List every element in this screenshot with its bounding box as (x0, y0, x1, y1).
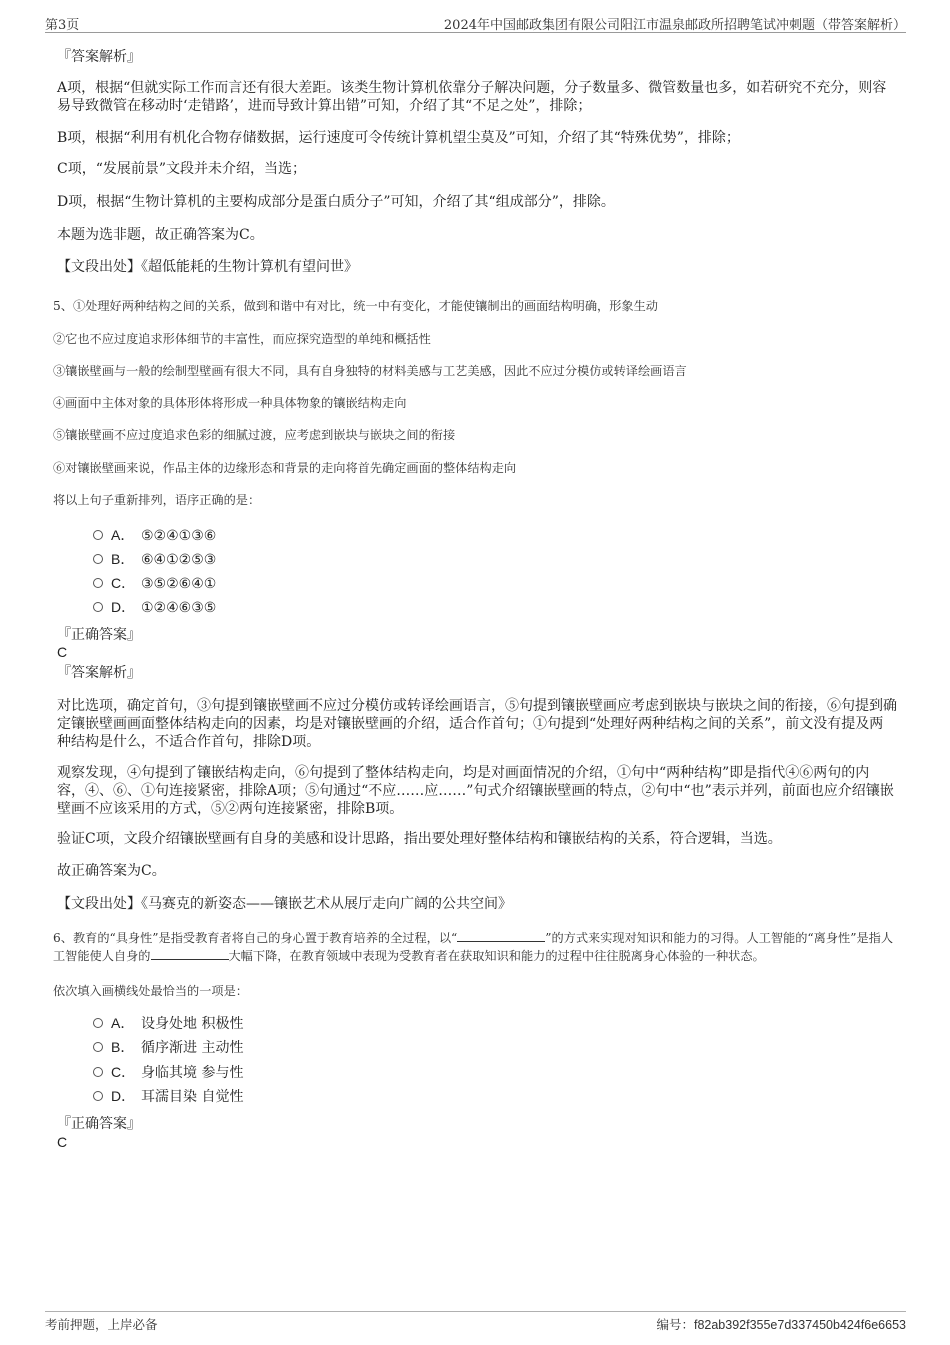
q5-analysis-p2: 观察发现，④句提到了镶嵌结构走向，⑥句提到了整体结构走向，均是对画面情况的介绍，①句中“两种结构”即是指代④⑥两句的内容，④、⑥、①句连接紧密，排除A项；⑤句通过“不应……应……”句式介绍镶嵌壁画的特点，②句中“也”表示并列，前面也应介绍镶嵌壁画不应该采用的方式，⑤②两句连接紧密，排除B项。 (57, 765, 894, 817)
footer-code: 编号：f82ab392f355e7d337450b424f6e6653 (656, 1318, 906, 1332)
radio-icon[interactable] (93, 1018, 103, 1028)
q5-option-b[interactable]: B． ⑥④①②⑤③ (93, 550, 216, 569)
q5-analysis-label: 『答案解析』 (57, 665, 141, 681)
fill-blank-2[interactable] (151, 947, 229, 960)
q6-answer: C (57, 1134, 68, 1150)
q6-answer-label: 『正确答案』 (57, 1116, 141, 1132)
q5-answer: C (57, 644, 68, 660)
radio-icon[interactable] (93, 1091, 103, 1101)
q5-sentence-5: ⑤镶嵌壁画不应过度追求色彩的细腻过渡，应考虑到嵌块与嵌块之间的衔接 (53, 428, 456, 442)
q5-sentence-4: ④画面中主体对象的具体形体将形成一种具体物象的镶嵌结构走向 (53, 396, 407, 410)
q5-analysis-p1: 对比选项，确定首句，③句提到镶嵌壁画不应过分模仿或转译绘画语言，⑤句提到镶嵌壁画应考虑到嵌块与嵌块之间的衔接，⑥句提到确定镶嵌壁画画面整体结构走向的因素，均是对镶嵌壁画的介绍，适合作首句；①句提到“处理好两种结构之间的关系”，前文没有提及两种结构是什么，不适合作首句，排除D项。 (57, 698, 897, 750)
q5-sentence-6: ⑥对镶嵌壁画来说，作品主体的边缘形态和背景的走向将首先确定画面的整体结构走向 (53, 461, 517, 475)
q5-sentence-1: 5、①处理好两种结构之间的关系，做到和谐中有对比，统一中有变化，才能使镶制出的画面结构明确，形象生动 (53, 299, 658, 313)
q6-prompt: 依次填入画横线处最恰当的一项是： (53, 984, 248, 998)
q4-analysis-label: 『答案解析』 (57, 49, 141, 65)
radio-icon[interactable] (93, 530, 103, 540)
radio-icon[interactable] (93, 578, 103, 588)
q5-option-d[interactable]: D． ①②④⑥③⑤ (93, 598, 216, 617)
q6-option-d[interactable]: D． 耳濡目染 自觉性 (93, 1087, 243, 1106)
q4-source: 【文段出处】《超低能耗的生物计算机有望问世》 (57, 259, 358, 275)
page-footer (45, 1311, 906, 1332)
q6-option-c[interactable]: C． 身临其境 参与性 (93, 1063, 243, 1082)
fill-blank-1[interactable] (457, 929, 545, 942)
q5-source: 【文段出处】《马赛克的新姿态——镶嵌艺术从展厅走向广阔的公共空间》 (57, 896, 512, 912)
q5-option-c[interactable]: C． ③⑤②⑥④① (93, 574, 216, 593)
q5-sentence-2: ②它也不应过度追求形体细节的丰富性，而应探究造型的单纯和概括性 (53, 332, 431, 346)
q4-conclusion: 本题为选非题，故正确答案为C。 (57, 227, 264, 243)
radio-icon[interactable] (93, 554, 103, 564)
q4-analysis-c: C项，“发展前景”文段并未介绍，当选； (57, 161, 307, 177)
q5-prompt: 将以上句子重新排列，语序正确的是： (53, 493, 261, 507)
document-title: 2024年中国邮政集团有限公司阳江市温泉邮政所招聘笔试冲刺题（带答案解析） (443, 18, 906, 33)
radio-icon[interactable] (93, 602, 103, 612)
radio-icon[interactable] (93, 1042, 103, 1052)
footer-slogan: 考前押题，上岸必备 (45, 1317, 158, 1332)
page-number: 第3页 (45, 18, 80, 33)
q6-option-a[interactable]: A． 设身处地 积极性 (93, 1014, 243, 1033)
q5-option-a[interactable]: A． ⑤②④①③⑥ (93, 526, 216, 545)
page-header (45, 12, 906, 33)
q5-conclusion: 故正确答案为C。 (57, 863, 166, 879)
q5-answer-label: 『正确答案』 (57, 627, 141, 643)
radio-icon[interactable] (93, 1067, 103, 1077)
q5-sentence-3: ③镶嵌壁画与一般的绘制型壁画有很大不同，具有自身独特的材料美感与工艺美感，因此不应过分模仿或转译绘画语言 (53, 364, 687, 378)
q6-option-b[interactable]: B． 循序渐进 主动性 (93, 1038, 243, 1057)
q4-analysis-d: D项，根据“生物计算机的主要构成部分是蛋白质分子”可知，介绍了其“组成部分”，排除。 (57, 194, 615, 210)
q4-analysis-b: B项，根据“利用有机化合物存储数据，运行速度可令传统计算机望尘莫及”可知，介绍了其“特殊优势”，排除； (57, 130, 740, 146)
q6-stem: 6、教育的“具身性”是指受教育者将自己的身心置于教育培养的全过程，以“ ”的方式来实现对知识和能力的习得。人工智能的“离身性”是指人工智能使人自身的 大幅下降，在教育领域中表现为受教育者在获取知识和能力的过程中往往脱离身心体验的一种状态。 (53, 931, 894, 963)
q5-analysis-p3: 验证C项，文段介绍镶嵌壁画有自身的美感和设计思路，指出要处理好整体结构和镶嵌结构的关系，符合逻辑，当选。 (57, 831, 782, 847)
q4-analysis-a: A项，根据“但就实际工作而言还有很大差距。该类生物计算机依靠分子解决问题，分子数量多、微管数量也多，如若研究不充分，则容易导致微管在移动时‘走错路’，进而导致计算出错”可知，介绍了其“不足之处”，排除； (57, 80, 887, 114)
